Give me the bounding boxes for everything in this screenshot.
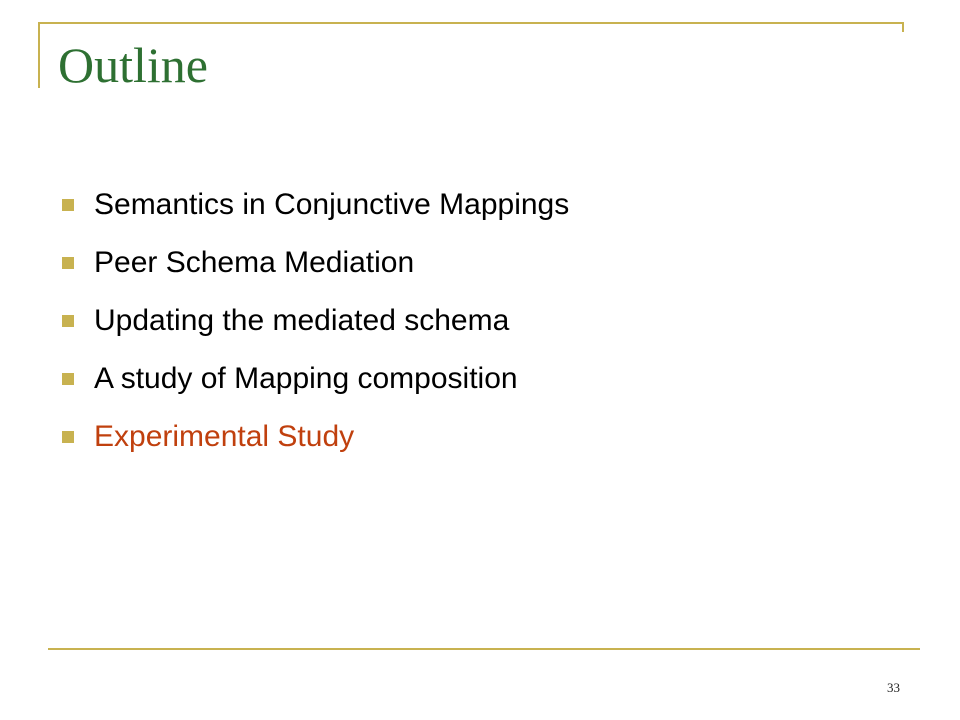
bullet-text: Semantics in Conjunctive Mappings [94, 188, 570, 221]
bullet-item [62, 176, 569, 234]
bullet-text: Updating the mediated schema [94, 304, 510, 337]
frame-left-line [38, 22, 40, 88]
square-bullet-icon [62, 257, 74, 269]
square-bullet-icon [62, 315, 74, 327]
frame-top-line [38, 22, 904, 24]
footer-divider [48, 648, 920, 650]
bullet-item [62, 292, 569, 350]
bullet-text: A study of Mapping composition [94, 362, 518, 395]
slide-title: Outline [58, 37, 208, 93]
bullet-list [62, 176, 569, 466]
bullet-text: Experimental Study [94, 420, 355, 453]
square-bullet-icon [62, 199, 74, 211]
square-bullet-icon [62, 373, 74, 385]
bullet-item [62, 408, 569, 466]
page-number: 33 [887, 680, 900, 695]
bullet-item [62, 234, 569, 292]
square-bullet-icon [62, 431, 74, 443]
bullet-text: Peer Schema Mediation [94, 246, 415, 279]
frame-right-tick [902, 22, 904, 32]
bullet-item [62, 350, 569, 408]
